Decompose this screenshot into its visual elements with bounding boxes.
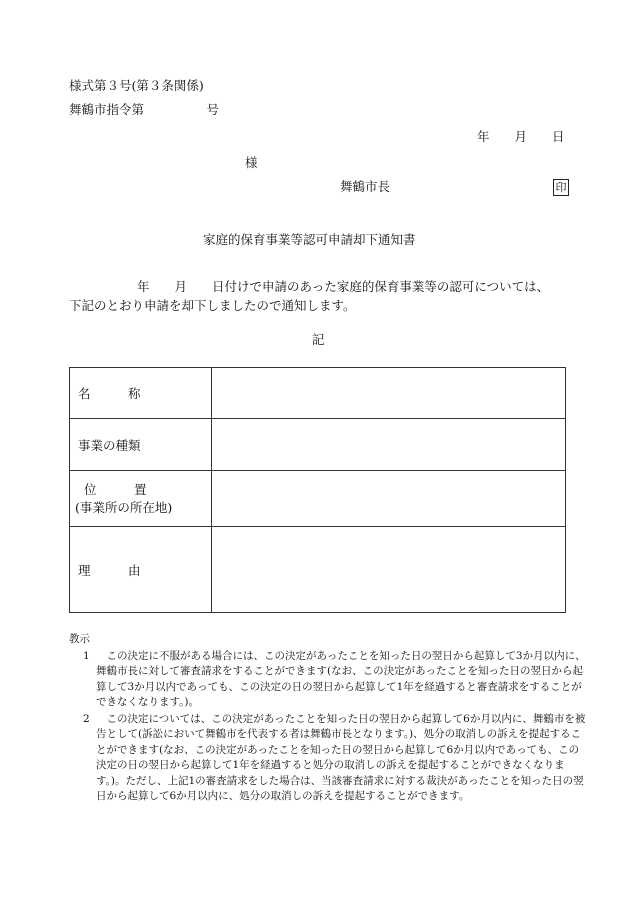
value-reason: [212, 527, 566, 613]
label-location-line2: (事業所の所在地): [75, 499, 173, 515]
note-number: 1: [83, 649, 90, 662]
label-name: 名 称: [70, 368, 212, 419]
details-table: [69, 367, 566, 613]
label-location: [70, 471, 212, 527]
label-location-line1: 位 置: [84, 481, 147, 497]
issuer: 舞鶴市長: [340, 179, 391, 194]
value-business-type: [212, 419, 566, 471]
table-row: [70, 368, 566, 419]
document-title: 家庭的保育事業等認可申請却下通知書: [203, 232, 416, 247]
ki-heading: 記: [312, 332, 325, 347]
directive-number: 舞鶴市指令第 号: [69, 102, 220, 117]
notes-section: [69, 632, 589, 805]
note-text: この決定に不服がある場合には、この決定があったことを知った日の翌日から起算して3か月以内に、舞鶴市長に対して審査請求をすることができます(なお、この決定があったことを知った日の翌日から起算して3か月以内であっても、この決定の日の翌日から起算して1年を経過すると審査請求をすることができなくなります。)。: [96, 649, 586, 708]
label-reason: 理 由: [70, 527, 212, 613]
table-row: [70, 527, 566, 613]
value-name: [212, 368, 566, 419]
body-text: [69, 277, 581, 315]
seal-mark: 印: [553, 179, 569, 196]
note-text: この決定については、この決定があったことを知った日の翌日から起算して6か月以内に、舞鶴市を被告として(訴訟において舞鶴市を代表する者は舞鶴市長となります。)、処分の取消しの訴えを提起することができます(なお、この決定があったことを知った日の翌日から起算して6か月以内であっても、この決定の日の翌日から起算して1年を経過すると処分の取消しの訴えを提起することができなくなります。)。ただし、上記1の審査請求をした場合は、当該審査請求に対する裁決があったことを知った日の翌日から起算して6か月以内に、処分の取消しの訴えを提起することができます。: [96, 712, 586, 802]
notes-heading: 教示: [69, 633, 90, 645]
note-item: [69, 649, 589, 711]
date-line: 年 月 日: [477, 129, 565, 144]
table-row: [70, 419, 566, 471]
form-number: 様式第３号(第３条関係): [69, 78, 204, 93]
note-item: [69, 712, 589, 805]
addressee: 様: [245, 155, 258, 170]
table-row: [70, 471, 566, 527]
value-location: [212, 471, 566, 527]
body-line-1: 年 月 日付けで申請のあった家庭的保育事業等の認可については、: [137, 279, 550, 294]
label-business-type: 事業の種類: [70, 419, 212, 471]
note-number: 2: [83, 712, 90, 725]
body-line-2: 下記のとおり申請を却下しましたので通知します。: [69, 298, 356, 313]
